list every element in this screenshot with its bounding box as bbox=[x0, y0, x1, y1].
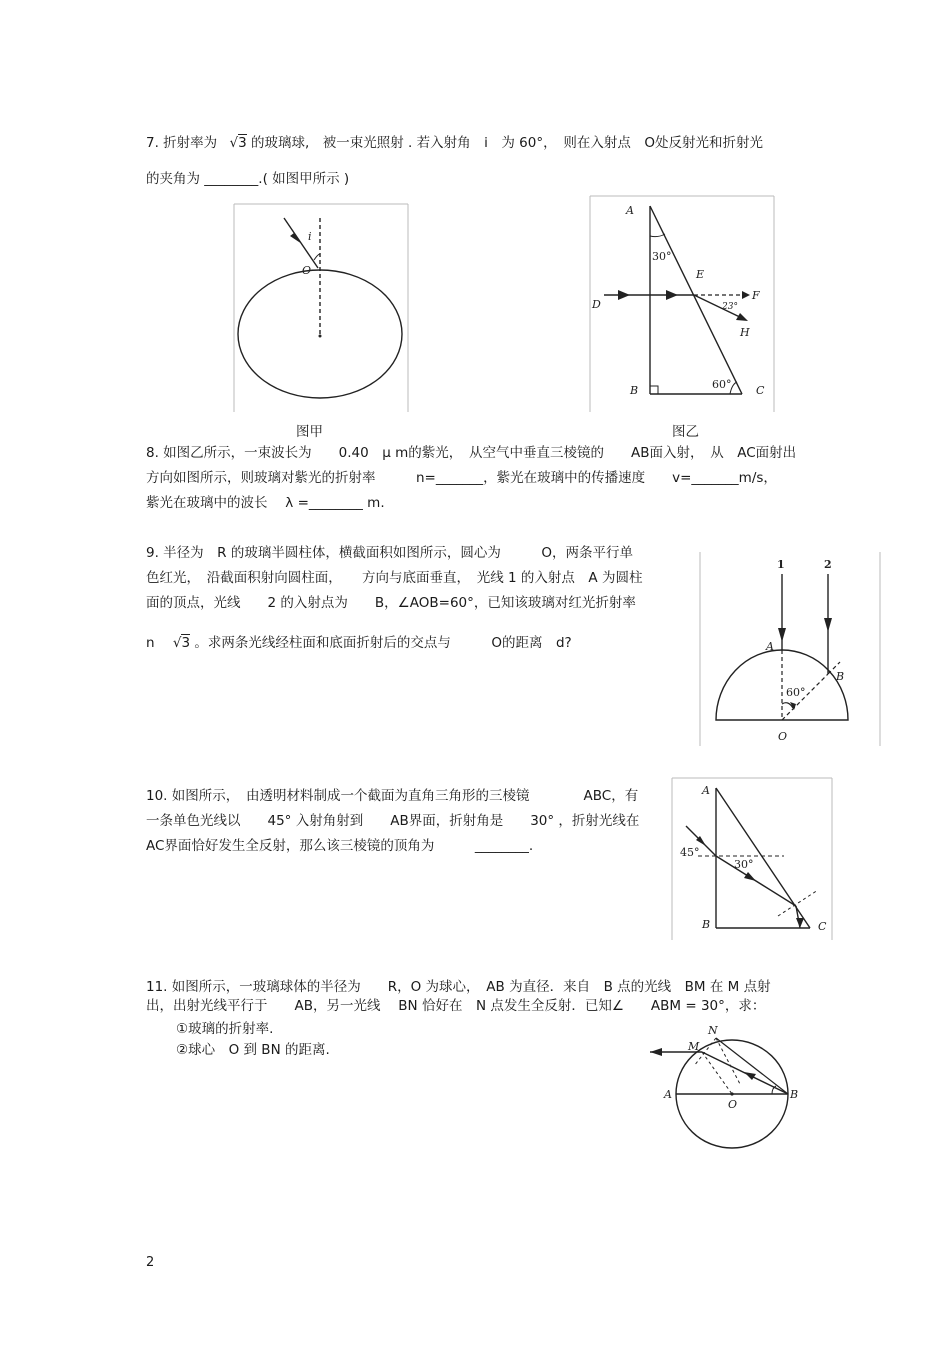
label-E: E bbox=[696, 268, 705, 281]
label-B: B bbox=[790, 1088, 799, 1101]
figure-jia bbox=[234, 204, 410, 414]
q10-line1: 10. 如图所示， 由透明材料制成一个截面为直角三角形的三棱镜 ABC，有 bbox=[146, 788, 639, 804]
label-O: O bbox=[728, 1098, 738, 1111]
figure-yi bbox=[590, 196, 776, 414]
angle-30: 30° bbox=[652, 250, 672, 263]
sqrt-symbol: √ 3 bbox=[172, 635, 191, 651]
label-N: N bbox=[708, 1024, 718, 1037]
q9-text-b: 。求两条光线经柱面和底面折射后的交点与 O的距离 d? bbox=[194, 635, 572, 651]
angle-30: 30° bbox=[734, 858, 754, 871]
label-M: M bbox=[688, 1040, 700, 1053]
q8-line3: 紫光在玻璃中的波长 λ =________ m. bbox=[146, 495, 385, 511]
angle-60: 60° bbox=[786, 686, 806, 699]
label-B: B bbox=[702, 918, 711, 931]
q7-sqrt-value: 3 bbox=[238, 135, 247, 151]
label-O: O bbox=[302, 264, 312, 277]
label-B: B bbox=[836, 670, 845, 683]
q11-line2: 出，出射光线平行于 AB，另一光线 BN 恰好在 N 点发生全反射．已知∠ ABM = 30°，求： bbox=[146, 998, 766, 1014]
angle-45: 45° bbox=[680, 846, 700, 859]
q9-line1: 9. 半径为 R 的玻璃半圆柱体，横截面积如图所示，圆心为 O，两条平行单 bbox=[146, 545, 633, 561]
label-F: F bbox=[752, 289, 760, 302]
figure-q9 bbox=[700, 552, 882, 748]
label-C: C bbox=[818, 920, 827, 933]
label-C: C bbox=[756, 384, 765, 397]
label-O: O bbox=[778, 730, 788, 743]
label-A: A bbox=[664, 1088, 672, 1101]
q9-line3: 面的顶点，光线 2 的入射点为 B，∠AOB=60°，已知该玻璃对红光折射率 bbox=[146, 595, 636, 611]
q10-line3: AC界面恰好发生全反射，那么该三棱镜的顶角为 ________. bbox=[146, 838, 534, 854]
angle-60: 60° bbox=[712, 378, 732, 391]
q10-line2: 一条单色光线以 45° 入射角射到 AB界面，折射角是 30° ，折射光线在 bbox=[146, 813, 640, 829]
label-D: D bbox=[592, 298, 601, 311]
q7-line1 bbox=[146, 134, 763, 152]
q9-line2: 色红光， 沿截面积射向圆柱面， 方向与底面垂直， 光线 1 的入射点 A 为圆柱 bbox=[146, 570, 643, 586]
caption-jia: 图甲 bbox=[296, 424, 323, 440]
q9-line4 bbox=[146, 634, 572, 652]
q9-sqrt-value: 3 bbox=[181, 635, 191, 651]
figure-q10 bbox=[672, 778, 834, 942]
sqrt-symbol: √ 3 bbox=[229, 135, 247, 151]
caption-yi: 图乙 bbox=[672, 424, 699, 440]
normal-at-AC bbox=[778, 890, 818, 916]
label-A: A bbox=[702, 784, 710, 797]
q9-n: n bbox=[146, 635, 155, 651]
figure-q11 bbox=[644, 1022, 814, 1152]
q8-line2: 方向如图所示，则玻璃对紫光的折射率 n=_______，紫光在玻璃中的传播速度 v=_______m/s， bbox=[146, 470, 777, 486]
label-ray1: 1 bbox=[777, 558, 785, 571]
q7-text-b: 的玻璃球, 被一束光照射 . 若入射角 i 为 60°， 则在入射点 O处反射光和折射光 bbox=[250, 135, 763, 151]
ray-BN bbox=[716, 1038, 788, 1094]
q11-sub1: ①玻璃的折射率. bbox=[176, 1021, 274, 1037]
angle-23: 23° bbox=[722, 302, 738, 312]
q11-sub2: ②球心 O 到 BN 的距离. bbox=[176, 1042, 330, 1058]
normal-M bbox=[702, 1052, 732, 1094]
label-B: B bbox=[630, 384, 639, 397]
label-H: H bbox=[740, 326, 750, 339]
label-i: i bbox=[308, 230, 312, 243]
page-number: 2 bbox=[146, 1255, 155, 1270]
q11-line1: 11. 如图所示，一玻璃球体的半径为 R，O 为球心， AB 为直径．来自 B 点的光线 BM 在 M 点射 bbox=[146, 979, 771, 995]
label-A: A bbox=[626, 204, 634, 217]
q7-line2: 的夹角为 ________.( 如图甲所示 ) bbox=[146, 171, 350, 187]
label-ray2: 2 bbox=[824, 558, 832, 571]
q7-text-a: 7. 折射率为 bbox=[146, 135, 218, 151]
q8-line1: 8. 如图乙所示，一束波长为 0.40 μ m的紫光， 从空气中垂直三棱镜的 AB面入射， 从 AC面射出 bbox=[146, 445, 797, 461]
label-A: A bbox=[766, 640, 774, 653]
